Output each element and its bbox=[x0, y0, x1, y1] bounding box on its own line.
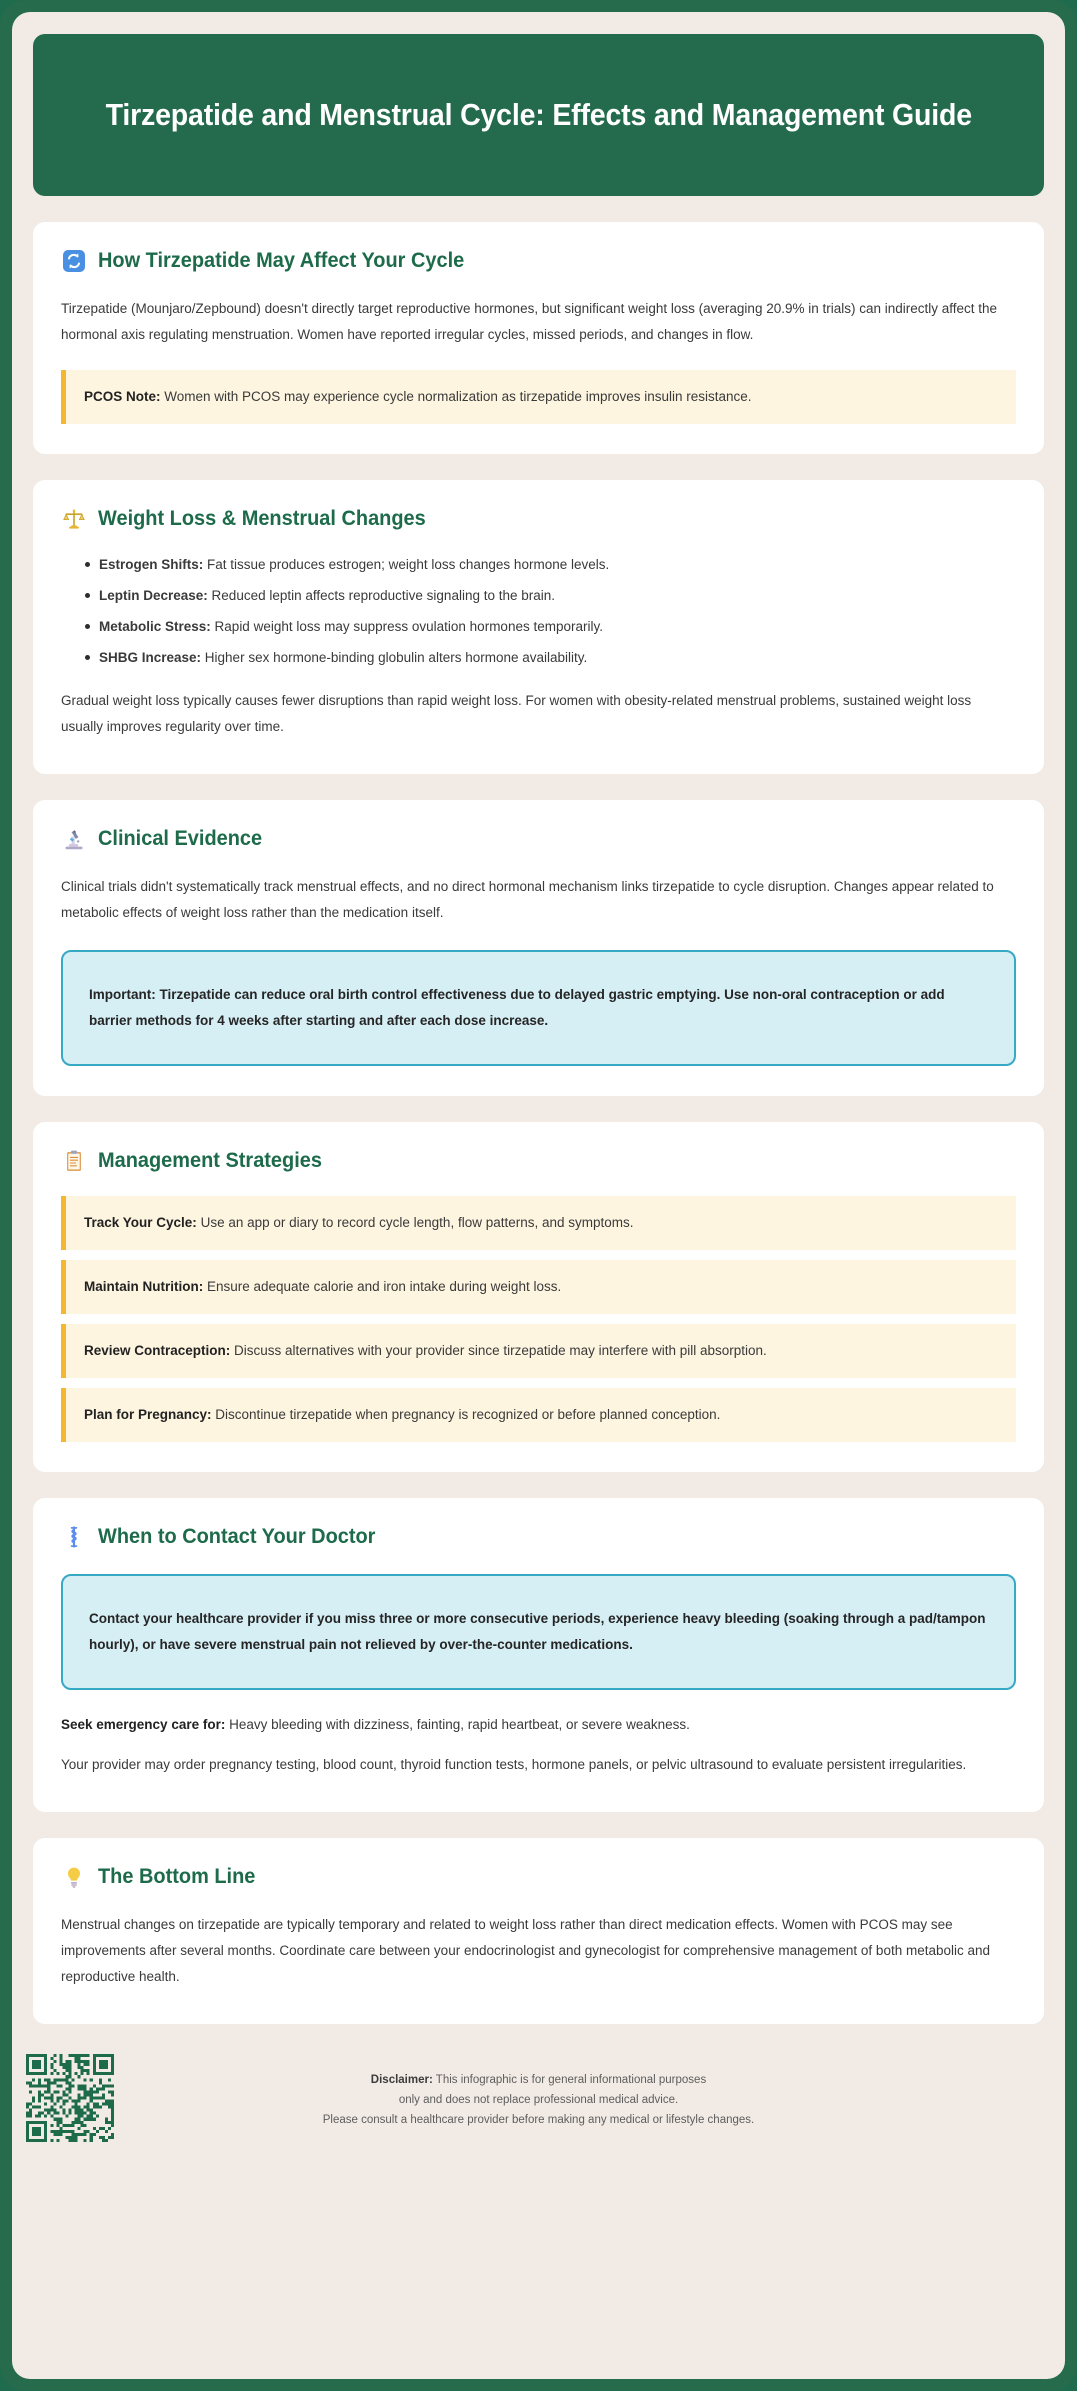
section-title: When to Contact Your Doctor bbox=[98, 1525, 376, 1548]
list-item-label: Leptin Decrease: bbox=[99, 588, 208, 603]
list-item-text: Fat tissue produces estrogen; weight loss changes hormone levels. bbox=[203, 557, 610, 572]
section-paragraph: Menstrual changes on tirzepatide are typically temporary and related to weight loss rather than direct medication effects. Women with PCOS may see improvements after several months. Coordinate care between your endocrinologist and gynecologist for comprehensive management of both metabolic and reproductive health. bbox=[61, 1917, 991, 1984]
section-header bbox=[61, 826, 1016, 852]
section-management-strategies bbox=[33, 1122, 1044, 1472]
mechanism-list bbox=[61, 554, 1016, 668]
section-paragraph: Clinical trials didn't systematically track menstrual effects, and no direct hormonal mechanism links tirzepatide to cycle disruption. Changes appear related to metabolic effects of weight loss rather than the medication itself. bbox=[61, 879, 994, 920]
microscope-icon bbox=[61, 826, 87, 852]
balance-scale-icon bbox=[61, 506, 87, 532]
strategy-row bbox=[61, 1196, 1016, 1250]
list-item-label: SHBG Increase: bbox=[99, 650, 202, 665]
section-how-it-affects bbox=[33, 222, 1044, 454]
medical-staff-icon bbox=[61, 1524, 87, 1550]
section-weight-loss-changes bbox=[33, 480, 1044, 774]
section-clinical-evidence bbox=[33, 800, 1044, 1096]
section-paragraph: Gradual weight loss typically causes fewer disruptions than rapid weight loss. For women with obesity-related menstrual problems, sustained weight loss usually improves regularity over time. bbox=[61, 693, 972, 734]
list-item bbox=[85, 554, 1016, 575]
section-title: Weight Loss & Menstrual Changes bbox=[98, 507, 426, 530]
list-item-text: Reduced leptin affects reproductive signaling to the brain. bbox=[207, 588, 556, 603]
section-header bbox=[61, 506, 1016, 532]
section-paragraph: Tirzepatide (Mounjaro/Zepbound) doesn't directly target reproductive hormones, but significant weight loss (averaging 20.9% in trials) can indirectly affect the hormonal axis regulating menstruation. Women have reported irregular cycles, missed periods, and changes in flow. bbox=[61, 301, 998, 342]
strategy-label: Plan for Pregnancy: bbox=[84, 1407, 212, 1422]
qr-code bbox=[26, 2054, 114, 2142]
list-item-text: Rapid weight loss may suppress ovulation hormones temporarily. bbox=[210, 619, 603, 634]
section-paragraph: Your provider may order pregnancy testing, blood count, thyroid function tests, hormone panels, or pelvic ultrasound to evaluate persistent irregularities. bbox=[61, 1757, 967, 1772]
footer bbox=[33, 2048, 1044, 2166]
section-bottom-line bbox=[33, 1838, 1044, 2024]
section-header bbox=[61, 1148, 1016, 1174]
emergency-label: Seek emergency care for: bbox=[61, 1717, 226, 1732]
contact-doctor-alert: Contact your healthcare provider if you miss three or more consecutive periods, experience heavy bleeding (soaking through a pad/tampon hourly), or have severe menstrual pain not relieved by over-the-counter medications. bbox=[61, 1574, 1016, 1690]
strategy-row bbox=[61, 1260, 1016, 1314]
note-text: Women with PCOS may experience cycle normalization as tirzepatide improves insulin resistance. bbox=[160, 389, 752, 404]
strategy-label: Track Your Cycle: bbox=[84, 1215, 197, 1230]
strategy-row bbox=[61, 1388, 1016, 1442]
list-item-text: Higher sex hormone-binding globulin alters hormone availability. bbox=[201, 650, 588, 665]
disclaimer-line-2: only and does not replace professional medical advice. bbox=[398, 2094, 679, 2106]
contraception-alert: Important: Tirzepatide can reduce oral birth control effectiveness due to delayed gastric emptying. Use non-oral contraception or add barrier methods for 4 weeks after starting and after each dose increase. bbox=[61, 950, 1016, 1066]
section-header bbox=[61, 1864, 1016, 1890]
emergency-care-text bbox=[61, 1712, 1016, 1738]
emergency-text: Heavy bleeding with dizziness, fainting, rapid heartbeat, or severe weakness. bbox=[225, 1717, 690, 1732]
list-item bbox=[85, 616, 1016, 637]
list-item-label: Estrogen Shifts: bbox=[99, 557, 204, 572]
list-item bbox=[85, 647, 1016, 668]
strategy-text: Discuss alternatives with your provider since tirzepatide may interfere with pill absorption. bbox=[230, 1343, 767, 1358]
lightbulb-icon bbox=[61, 1864, 87, 1890]
section-contact-doctor bbox=[33, 1498, 1044, 1812]
strategy-text: Ensure adequate calorie and iron intake during weight loss. bbox=[203, 1279, 562, 1294]
refresh-cycle-icon bbox=[61, 248, 87, 274]
strategy-label: Review Contraception: bbox=[84, 1343, 231, 1358]
disclaimer-text bbox=[33, 2048, 1044, 2130]
list-item bbox=[85, 585, 1016, 606]
disclaimer-line-3: Please consult a healthcare provider before making any medical or lifestyle changes. bbox=[322, 2114, 755, 2126]
strategy-text: Discontinue tirzepatide when pregnancy is recognized or before planned conception. bbox=[211, 1407, 721, 1422]
section-header bbox=[61, 1524, 1016, 1550]
disclaimer-line-1: This infographic is for general informational purposes bbox=[432, 2074, 707, 2086]
pcos-note bbox=[61, 370, 1016, 424]
page-content bbox=[12, 12, 1065, 2379]
note-label: PCOS Note: bbox=[84, 389, 161, 404]
header-banner bbox=[33, 34, 1044, 196]
section-title: The Bottom Line bbox=[98, 1865, 256, 1888]
page-title: Tirzepatide and Menstrual Cycle: Effects and Management Guide bbox=[105, 97, 972, 132]
strategy-text: Use an app or diary to record cycle length, flow patterns, and symptoms. bbox=[196, 1215, 634, 1230]
section-title: Clinical Evidence bbox=[98, 827, 263, 850]
section-title: Management Strategies bbox=[98, 1149, 322, 1172]
clipboard-icon bbox=[61, 1148, 87, 1174]
section-title: How Tirzepatide May Affect Your Cycle bbox=[98, 249, 465, 272]
strategy-label: Maintain Nutrition: bbox=[84, 1279, 204, 1294]
list-item-label: Metabolic Stress: bbox=[99, 619, 211, 634]
disclaimer-label: Disclaimer: bbox=[370, 2074, 433, 2086]
section-header bbox=[61, 248, 1016, 274]
strategy-row bbox=[61, 1324, 1016, 1378]
